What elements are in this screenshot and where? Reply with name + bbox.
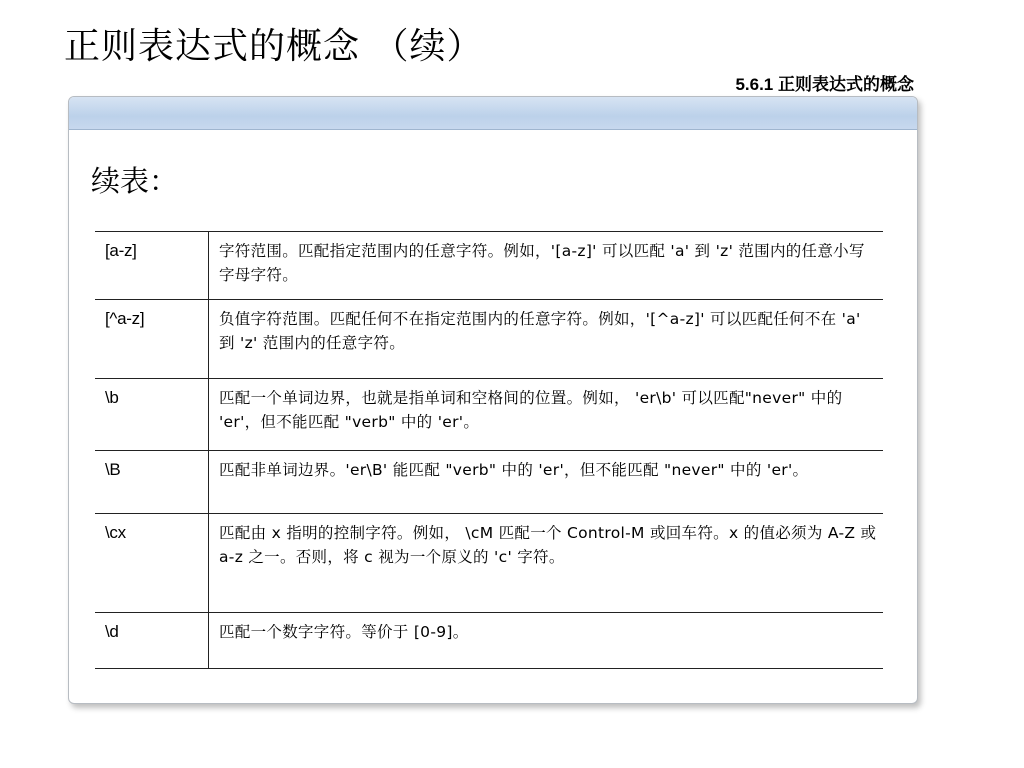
- table-row: [95, 379, 883, 451]
- row-description: 匹配非单词边界。'er\B' 能匹配 "verb" 中的 'er'，但不能匹配 "never" 中的 'er'。: [209, 451, 884, 514]
- row-key: \cx: [95, 514, 209, 613]
- section-label: 5.6.1 正则表达式的概念: [735, 75, 914, 94]
- content-panel: [68, 96, 918, 704]
- table-row: [95, 613, 883, 669]
- page-title: 正则表达式的概念 （续）: [64, 26, 484, 67]
- row-description: 负值字符范围。匹配任何不在指定范围内的任意字符。例如，'[^a-z]' 可以匹配任何不在 'a' 到 'z' 范围内的任意字符。: [209, 300, 884, 379]
- row-key: \d: [95, 613, 209, 669]
- table-row: [95, 451, 883, 514]
- subheading: 续表：: [91, 164, 179, 198]
- row-key: [a-z]: [95, 232, 209, 300]
- row-key: \b: [95, 379, 209, 451]
- row-description: 匹配一个数字字符。等价于 [0-9]。: [209, 613, 884, 669]
- row-key: [^a-z]: [95, 300, 209, 379]
- table-row: [95, 300, 883, 379]
- table-row: [95, 232, 883, 300]
- row-description: 匹配一个单词边界，也就是指单词和空格间的位置。例如， 'er\b' 可以匹配"never" 中的 'er'，但不能匹配 "verb" 中的 'er'。: [209, 379, 884, 451]
- row-key: \B: [95, 451, 209, 514]
- row-description: 匹配由 x 指明的控制字符。例如， \cM 匹配一个 Control-M 或回车符。x 的值必须为 A-Z 或 a-z 之一。否则，将 c 视为一个原义的 'c' 字符。: [209, 514, 884, 613]
- panel-header-bar: [69, 97, 917, 130]
- regex-table: [95, 231, 883, 669]
- row-description: 字符范围。匹配指定范围内的任意字符。例如，'[a-z]' 可以匹配 'a' 到 'z' 范围内的任意小写字母字符。: [209, 232, 884, 300]
- table-row: [95, 514, 883, 613]
